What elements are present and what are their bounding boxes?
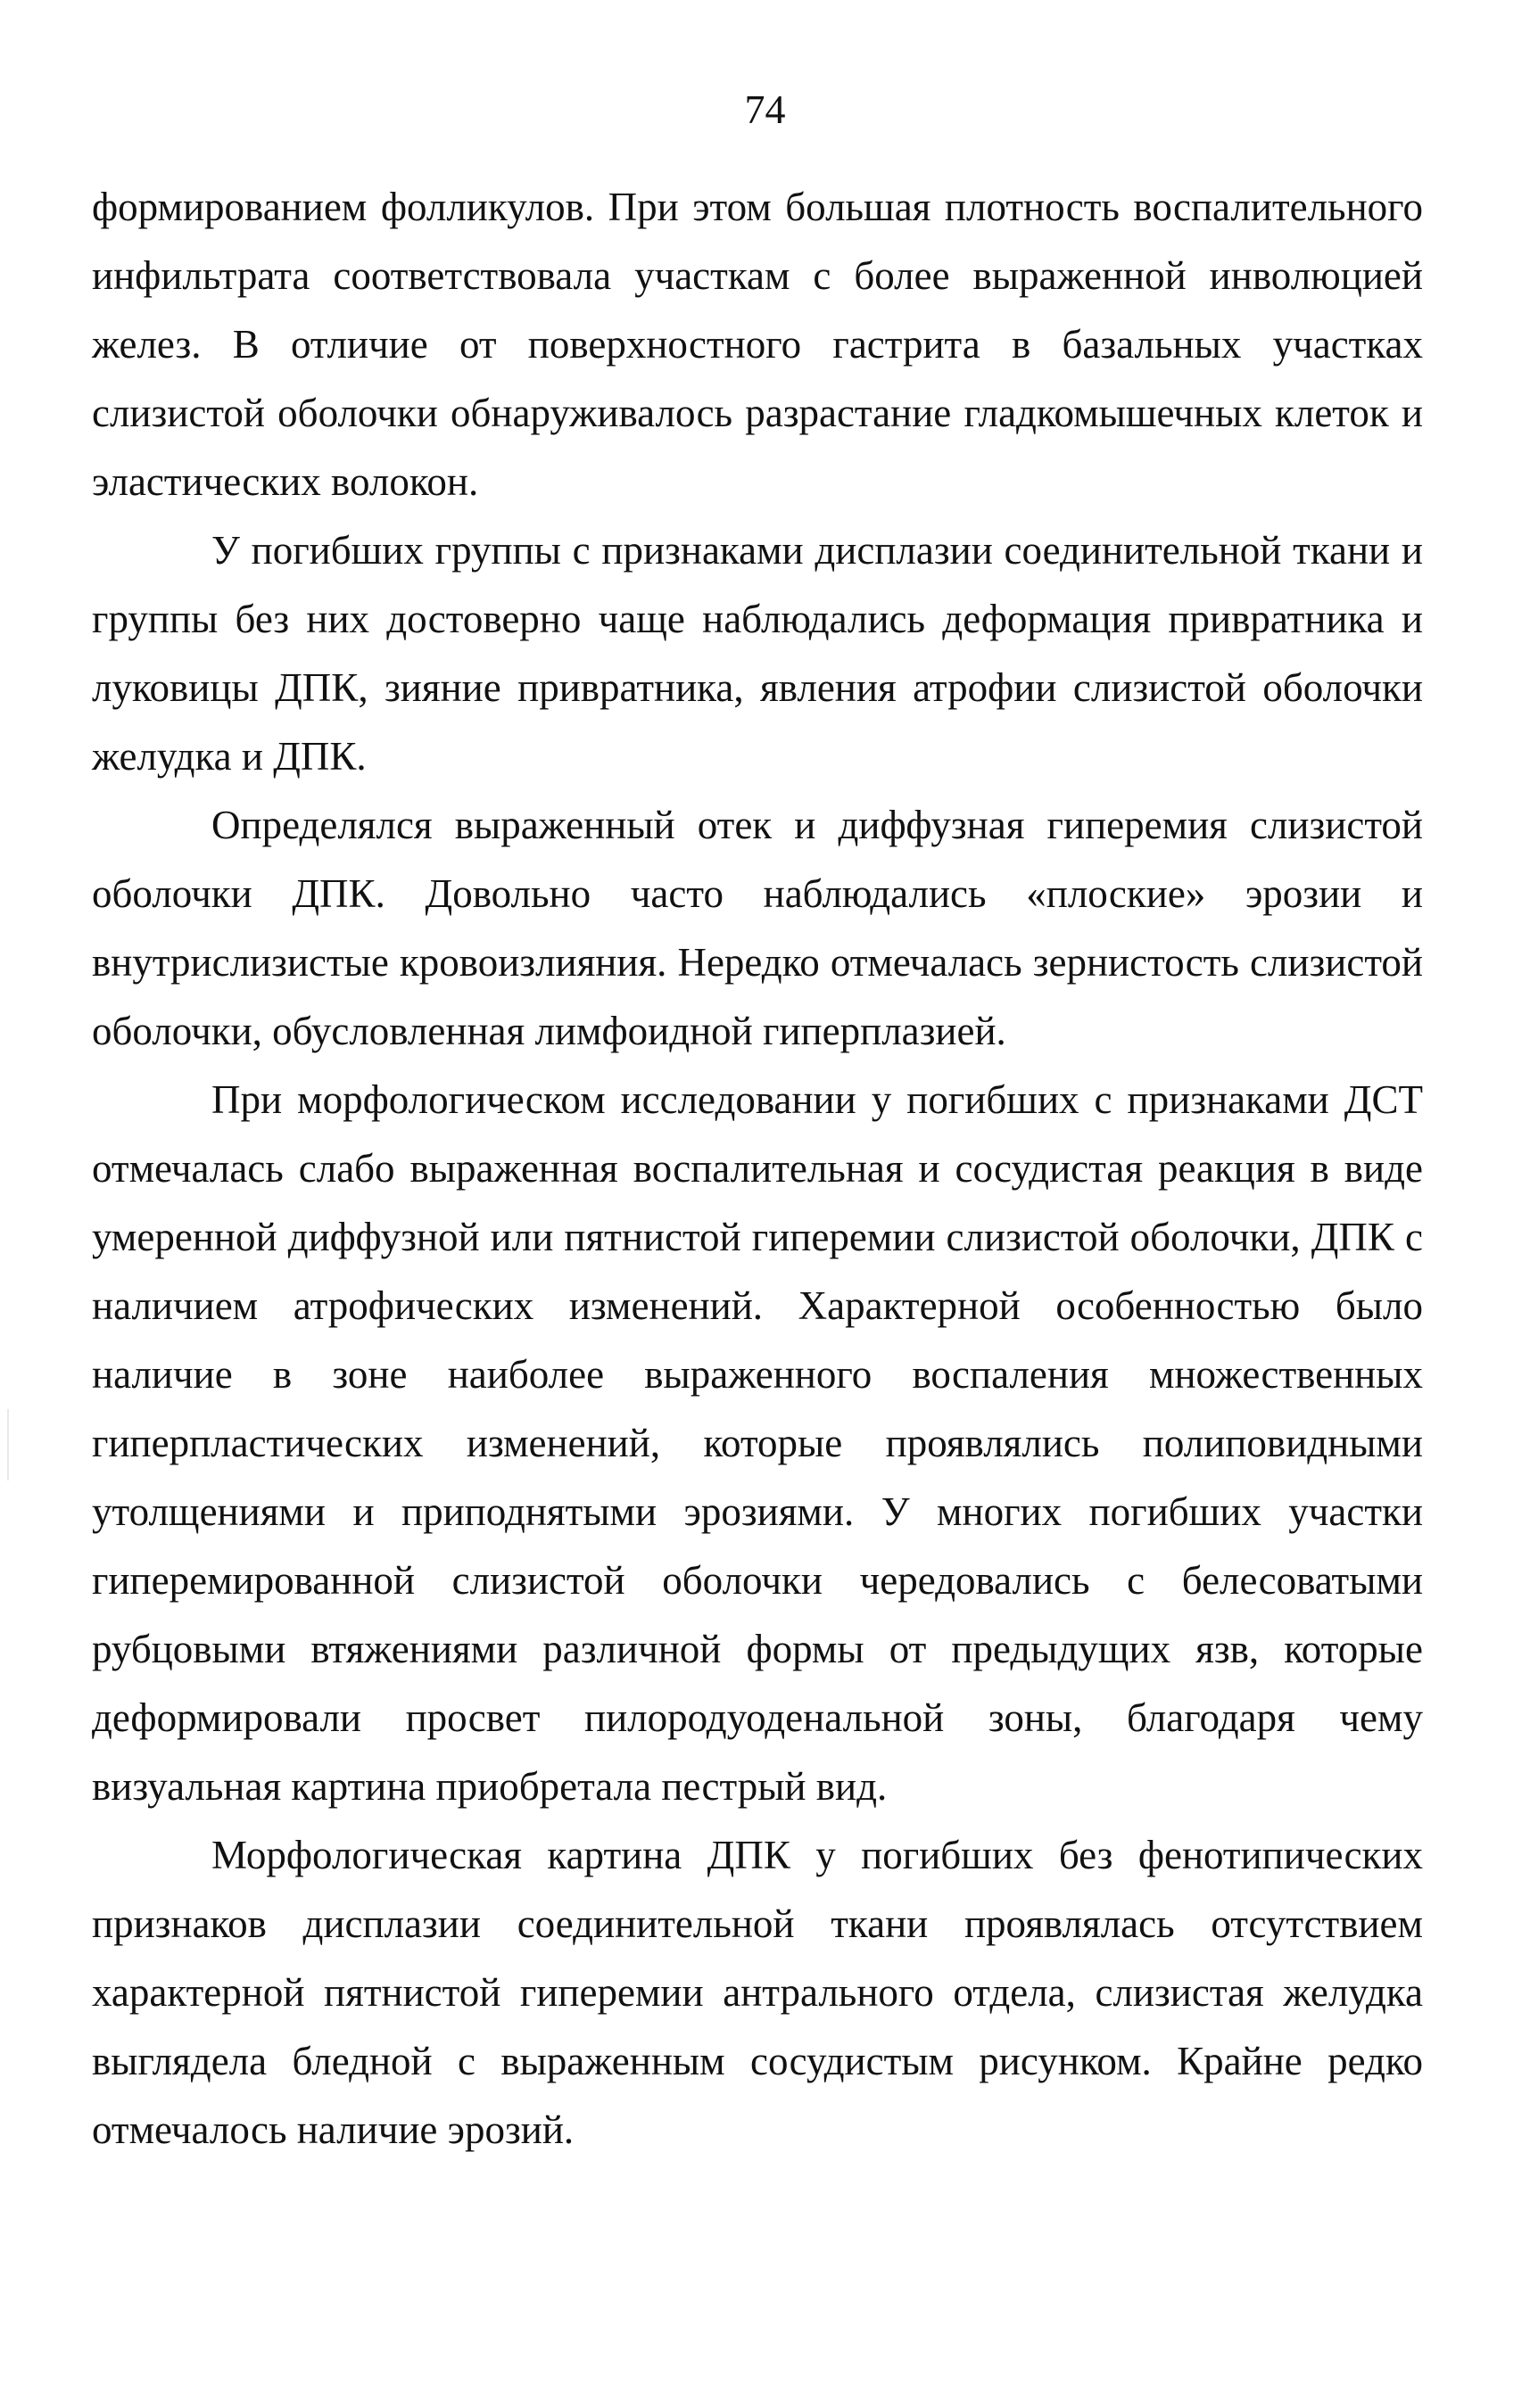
scan-edge-mark (7, 1409, 9, 1480)
paragraph-2: У погибших группы с признаками дисплазии соединительной ткани и группы без них достоверно чаще наблюдались деформация привратника и луковицы ДПК, зияние привратника, явления атрофии слизистой оболочки желудка и ДПК. (92, 528, 1423, 779)
body-text (92, 173, 1423, 2165)
paragraph-1: формированием фолликулов. При этом большая плотность воспалительного инфильтрата соответствовала участкам с более выраженной инволюцией желез. В отличие от поверхностного гастрита в базальных участках слизистой оболочки обнаруживалось разрастание гладкомышечных клеток и эластических волокон. (92, 185, 1423, 504)
page-number: 74 (744, 87, 786, 132)
paragraph-3: Определялся выраженный отек и диффузная гиперемия слизистой оболочки ДПК. Довольно часто наблюдались «плоские» эрозии и внутрислизистые кровоизлияния. Нередко отмечалась зернистость слизистой оболочки, обусловленная лимфоидной гиперплазией. (92, 803, 1423, 1053)
paragraph-5: Морфологическая картина ДПК у погибших без фенотипических признаков дисплазии соединительной ткани проявлялась отсутствием характерной пятнистой гиперемии антрального отдела, слизистая желудка выглядела бледной с выраженным сосудистым рисунком. Крайне редко отмечалось наличие эрозий. (92, 1833, 1423, 2152)
paragraph-4: При морфологическом исследовании у погибших с признаками ДСТ отмечалась слабо выраженная воспалительная и сосудистая реакция в виде умеренной диффузной или пятнистой гиперемии слизистой оболочки, ДПК с наличием атрофических изменений. Характерной особенностью было наличие в зоне наиболее выраженного воспаления множественных гиперпластических изменений, которые проявлялись полиповидными утолщениями и приподнятыми эрозиями. У многих погибших участки гиперемированной слизистой оболочки чередовались с белесоватыми рубцовыми втяжениями различной формы от предыдущих язв, которые деформировали просвет пилородуоденальной зоны, благодаря чему визуальная картина приобретала пестрый вид. (92, 1077, 1423, 1809)
